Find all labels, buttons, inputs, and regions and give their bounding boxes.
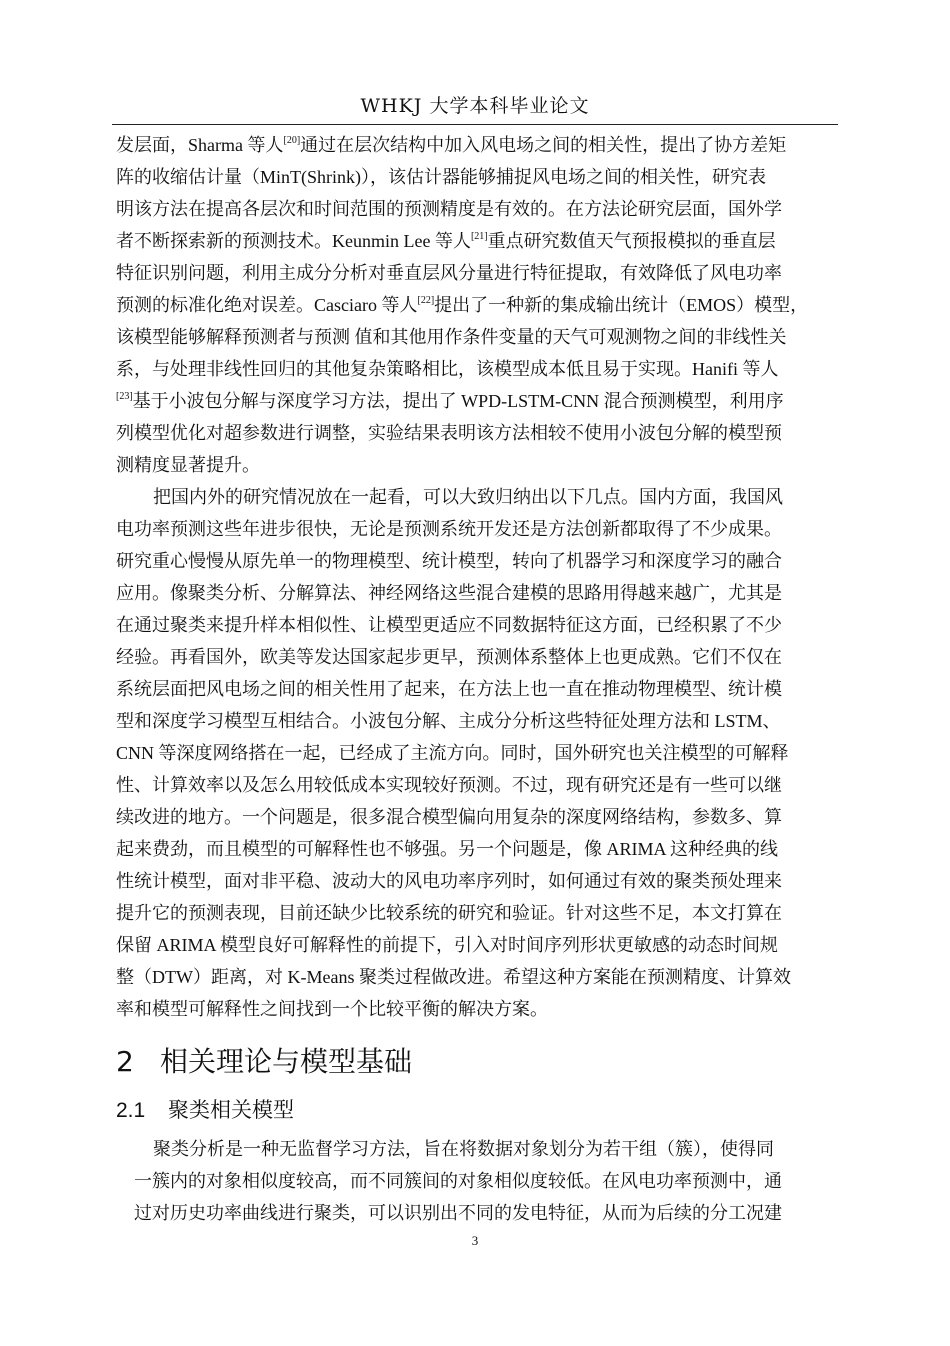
text-line: 经验。再看国外，欧美等发达国家起步更早，预测体系整体上也更成熟。它们不仅在 [116, 647, 782, 667]
text-span: 发层面，Sharma 等人 [116, 135, 284, 155]
citation: [21] [470, 231, 488, 242]
text-line: CNN 等深度网络搭在一起，已经成了主流方向。同时，国外研究也关注模型的可解释 [116, 743, 789, 763]
text-line [116, 391, 784, 411]
text-span: 提出了一种新的集成输出统计（EMOS）模型， [434, 295, 809, 315]
text-line: 整（DTW）距离，对 K-Means 聚类过程做改进。希望这种方案能在预测精度、计算效 [116, 967, 791, 987]
section-heading [116, 1044, 412, 1080]
section-title: 相关理论与模型基础 [160, 1045, 413, 1078]
subsection-number: 2.1 [116, 1099, 146, 1122]
running-header: WHKJ 大学本科毕业论文 [360, 95, 590, 117]
text-line: 明该方法在提高各层次和时间范围的预测精度是有效的。在方法论研究层面，国外学 [116, 199, 782, 219]
text-line: 该模型能够解释预测者与预测 值和其他用作条件变量的天气可观测物之间的非线性关 [116, 327, 787, 347]
text-line: 研究重心慢慢从原先单一的物理模型、统计模型，转向了机器学习和深度学习的融合 [116, 551, 782, 571]
text-line: 性统计模型，面对非平稳、波动大的风电功率序列时，如何通过有效的聚类预处理来 [116, 871, 782, 891]
text-line [116, 231, 776, 251]
text-line: 把国内外的研究情况放在一起看，可以大致归纳出以下几点。国内方面，我国风 [153, 487, 783, 507]
text-span: 预测的标准化绝对误差。Casciaro 等人 [116, 295, 418, 315]
text-line: 聚类分析是一种无监督学习方法，旨在将数据对象划分为若干组（簇），使得同 [153, 1139, 774, 1159]
text-line: 率和模型可解释性之间找到一个比较平衡的解决方案。 [116, 999, 548, 1019]
text-line: 列模型优化对超参数进行调整，实验结果表明该方法相较不使用小波包分解的模型预 [116, 423, 782, 443]
text-span: 者不断探索新的预测技术。Keunmin Lee 等人 [116, 231, 471, 251]
citation: [20] [283, 135, 301, 146]
section-number: 2 [116, 1045, 134, 1078]
text-line: 起来费劲，而且模型的可解释性也不够强。另一个问题是，像 ARIMA 这种经典的线 [116, 839, 779, 859]
text-line: 测精度显著提升。 [116, 455, 260, 475]
text-line: 系，与处理非线性回归的其他复杂策略相比，该模型成本低且易于实现。Hanifi 等人 [116, 359, 779, 379]
text-line: 在通过聚类来提升样本相似性、让模型更适应不同数据特征这方面，已经积累了不少 [116, 615, 782, 635]
text-span: 基于小波包分解与深度学习方法，提出了 WPD-LSTM-CNN 混合预测模型，利用序 [132, 391, 784, 411]
text-line: 续改进的地方。一个问题是，很多混合模型偏向用复杂的深度网络结构，参数多、算 [116, 807, 782, 827]
text-line: 特征识别问题，利用主成分分析对垂直层风分量进行特征提取，有效降低了风电功率 [116, 263, 782, 283]
text-span: 通过在层次结构中加入风电场之间的相关性，提出了协方差矩 [300, 135, 787, 155]
text-line: 性、计算效率以及怎么用较低成本实现较好预测。不过，现有研究还是有一些可以继 [116, 775, 782, 795]
subsection-heading [116, 1096, 294, 1125]
text-line: 电功率预测这些年进步很快，无论是预测系统开发还是方法创新都取得了不少成果。 [116, 519, 782, 539]
text-line [116, 135, 786, 155]
text-line [116, 295, 808, 315]
text-line: 提升它的预测表现，目前还缺少比较系统的研究和验证。针对这些不足，本文打算在 [116, 903, 782, 923]
subsection-title: 聚类相关模型 [168, 1098, 294, 1122]
citation: [23] [116, 391, 133, 402]
text-line: 系统层面把风电场之间的相关性用了起来，在方法上也一直在推动物理模型、统计模 [116, 679, 782, 699]
text-line: 型和深度学习模型互相结合。小波包分解、主成分分析这些特征处理方法和 LSTM、 [116, 711, 781, 731]
text-line: 保留 ARIMA 模型良好可解释性的前提下，引入对时间序列形状更敏感的动态时间规 [116, 935, 779, 955]
text-line: 阵的收缩估计量（MinT(Shrink)），该估计器能够捕捉风电场之间的相关性，研究表 [116, 167, 766, 187]
text-line: 过对历史功率曲线进行聚类，可以识别出不同的发电特征，从而为后续的分工况建 [134, 1203, 782, 1223]
text-line: 应用。像聚类分析、分解算法、神经网络这些混合建模的思路用得越来越广，尤其是 [116, 583, 782, 603]
page-number: 3 [471, 1233, 479, 1248]
header-rule [112, 124, 838, 125]
citation: [22] [417, 295, 435, 306]
text-span: 重点研究数值天气预报模拟的垂直层 [487, 231, 776, 251]
text-line: 一簇内的对象相似度较高，而不同簇间的对象相似度较低。在风电功率预测中，通 [134, 1171, 782, 1191]
